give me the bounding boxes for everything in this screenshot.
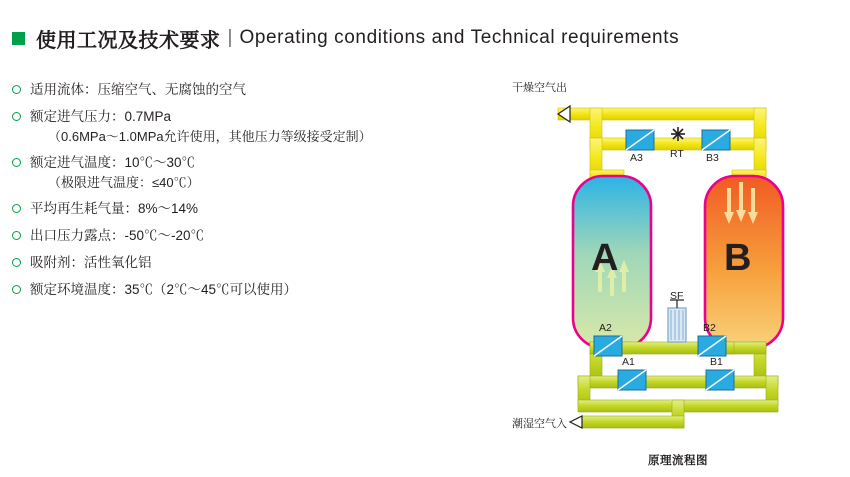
diagram-caption: 原理流程图: [648, 455, 708, 467]
valve-b1: [706, 370, 734, 390]
spec-label: 平均再生耗气量：8%～14%: [30, 201, 199, 216]
sf-silencer-icon: [668, 300, 686, 342]
component-label-rt: RT: [670, 148, 684, 160]
rt-orifice-icon: [671, 127, 685, 141]
spec-label: 额定进气温度：10℃～30℃: [30, 155, 196, 170]
spec-block: [30, 153, 200, 192]
list-item: [12, 107, 482, 146]
list-item: [12, 253, 482, 273]
circle-bullet-icon: [12, 204, 21, 213]
valve-label-a1: A1: [622, 356, 635, 368]
circle-bullet-icon: [12, 258, 21, 267]
process-flow-diagram: [490, 60, 840, 470]
vessel-a-letter: A: [591, 237, 619, 279]
inlet-arrow-icon: [570, 416, 582, 428]
valve-a3: [626, 130, 654, 150]
valve-label-a2: A2: [599, 322, 612, 334]
inlet-label: 潮湿空气入: [512, 418, 567, 430]
upper-pipe-network: [558, 108, 766, 182]
spec-label: 适用流体：压缩空气、无腐蚀的空气: [30, 82, 246, 97]
spec-label: 额定环境温度：35℃（2℃～45℃可以使用）: [30, 282, 298, 297]
list-item: [12, 80, 482, 100]
circle-bullet-icon: [12, 231, 21, 240]
spec-label: 出口压力露点：-50℃～-20℃: [30, 228, 205, 243]
circle-bullet-icon: [12, 112, 21, 121]
spec-sublabel: （极限进气温度：≤40℃）: [48, 175, 200, 190]
page-title-cn: 使用工况及技术要求: [36, 29, 221, 52]
list-item: [12, 153, 482, 192]
outlet-label: 干燥空气出: [512, 82, 567, 94]
valve-label-b3: B3: [706, 152, 719, 164]
header-bullet-icon: [12, 32, 25, 45]
circle-bullet-icon: [12, 158, 21, 167]
list-item: [12, 199, 482, 219]
valve-label-a3: A3: [630, 152, 643, 164]
page-title-en: Operating conditions and Technical requirements: [239, 27, 680, 48]
spec-block: [30, 107, 372, 146]
spec-sublabel: （0.6MPa～1.0MPa允许使用，其他压力等级接受定制）: [48, 129, 372, 144]
valve-b2: [698, 336, 726, 356]
spec-label: 额定进气压力：0.7MPa: [30, 109, 172, 124]
vessel-b-letter: B: [724, 237, 752, 279]
circle-bullet-icon: [12, 85, 21, 94]
component-label-sf: SF: [670, 290, 684, 302]
spec-label: 吸附剂：活性氧化铝: [30, 255, 152, 270]
valve-b3: [702, 130, 730, 150]
valve-a1: [618, 370, 646, 390]
valve-label-b1: B1: [710, 356, 723, 368]
title-separator: |: [227, 27, 233, 48]
valve-a2: [594, 336, 622, 356]
list-item: [12, 226, 482, 246]
valve-label-b2: B2: [703, 322, 716, 334]
specification-list: [12, 80, 482, 307]
list-item: [12, 280, 482, 300]
circle-bullet-icon: [12, 285, 21, 294]
page-header: [0, 18, 850, 58]
